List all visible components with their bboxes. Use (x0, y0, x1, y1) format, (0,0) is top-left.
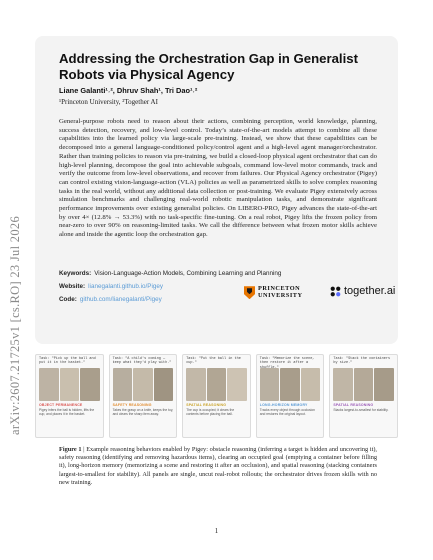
princeton-shield-icon (244, 286, 255, 299)
keywords-line (59, 270, 281, 277)
caption-sep: | (83, 446, 87, 453)
princeton-line2: UNIVERSITY (258, 291, 303, 299)
panel-frames (333, 368, 394, 401)
panel-tag: SPATIAL REASONING (333, 403, 374, 407)
keywords-label: Keywords: (59, 270, 92, 277)
rollout-frame (260, 368, 280, 401)
rollout-frame (154, 368, 174, 401)
panel-task: Task: "Memorize the scene, then restore it after a (259, 357, 315, 366)
panel-frames (39, 368, 100, 401)
paper-title: Addressing the Orchestration Gap in Generalist Robots via Physical Agency (59, 51, 358, 82)
author-list: Liane Galanti¹˒², Dhruv Shah¹, Tri Dao¹˒² (59, 86, 198, 95)
panel-task: Task: "A child's coming — keep what they'd play with." (112, 357, 172, 366)
arxiv-stamp-text: arXiv:2607.21725v1 [cs.RO] 23 Jul 2026 (8, 215, 23, 435)
panel-desc: Tracks every object through occlusion and restores the original layout. (259, 408, 315, 417)
princeton-logo (244, 286, 303, 300)
code-line (59, 296, 162, 303)
figure-panel (329, 354, 398, 438)
panel-task: Task: "Stack the containers by size." (333, 357, 391, 366)
code-label: Code: (59, 296, 77, 303)
panel-tag: LONG-HORIZON MEMORY (259, 403, 308, 407)
figure-panel (109, 354, 178, 438)
panel-tag: OBJECT PERMANENCE (39, 403, 83, 407)
affiliations: ¹Princeton University, ²Together AI (59, 98, 158, 106)
rollout-frame (227, 368, 247, 401)
code-link[interactable]: github.com/lianegalanti/Pigey (79, 296, 162, 303)
together-logo (330, 285, 395, 297)
princeton-wordmark (258, 286, 303, 300)
panel-task: Task: "Pick up the ball and put it in the basket." (39, 357, 96, 366)
figure-caption (59, 446, 377, 487)
panel-frames (260, 368, 321, 401)
caption-label: Figure 1 (59, 446, 82, 453)
panel-desc: Stacks largest-to-smallest for stability. (333, 408, 389, 412)
website-line (59, 283, 163, 290)
rollout-frame (133, 368, 153, 401)
rollout-frame (301, 368, 321, 401)
abstract: General-purpose robots need to reason about their actions, combining perception, world knowledge, planning, success detection, recovery, and low-level control. Today’s state-of-the-art models attempt to combine all these capabilities into the learned policy via large-scale pre-training. Instead, we show that these capabilities can be decomposed into a general language-conditioned policy/control agent and a high-level agent manager/orchestrator. Rather than training policies to reason via pre-training, we build a closed-loop physical agent orchestrator that can do high-level planning, decompose the goal into achievable subgoals, command low-level motor commands, track and verify the outcome from low-level observations, and recover from failures. Our Physical Agency orchestrator (Pigey) can control existing vision-language-action (VLA) policies as well as parametrized skills to solve complex reasoning tasks in the real world, without any additional data collection or post-training. We evaluate Pigey extensively across simulation benchmarks and challenging real-world robotic manipulation tasks, and demonstrate significant performance improvements over existing generalist policies. On LIBERO-PRO, Pigey advances the state-of-the-art by over 4× (12.8% → 53.3%) with no task-specific fine-tuning. On a real robot, Pigey lifts the frozen policy from near-zero to over 90% on reasoning-limited tasks. We call the difference between what frozen motor skills achieve alone and inside the agentic loop the orchestration gap. (59, 118, 377, 239)
rollout-frame (354, 368, 374, 401)
rollout-frame (39, 368, 59, 401)
rollout-frame (333, 368, 353, 401)
together-wordmark: together.ai (344, 285, 396, 297)
panel-desc: Takes the grasp on a knife, keeps the toy, and clears the sharp item away. (112, 408, 174, 417)
figure-panel (35, 354, 104, 438)
caption-text: Example reasoning behaviors enabled by Pigey: obstacle reasoning (inferring a target is hidden and uncovering it), safety reasoning (identifying and removing hazardous items), clearing an occupied goal (emptying a container before filling it), long-horizon memory (memorizing a scene and restoring it after an occlusion), and spatial reasoning (stacking containers largest-to-smallest for stability). All panels are single, uncut real-robot rollouts; the orchestrator drives frozen skills with no new training. (59, 446, 377, 486)
website-link[interactable]: lianegalanti.github.io/Pigey (88, 283, 164, 290)
panel-task: Task: "Put the ball in the cup." (186, 357, 241, 366)
rollout-frame (374, 368, 394, 401)
page-number: 1 (214, 527, 219, 535)
figure-panels (35, 354, 398, 438)
rollout-frame (80, 368, 100, 401)
panel-desc: The cup is occupied; it clears the contents before placing the ball. (186, 408, 235, 417)
panel-desc: Pigey infers the ball is hidden, lifts the cup, and places it in the basket. (39, 408, 95, 417)
panel-frames (186, 368, 247, 401)
rollout-frame (207, 368, 227, 401)
panel-frames (113, 368, 174, 401)
together-ai-icon (330, 286, 341, 297)
rollout-frame (60, 368, 80, 401)
figure-panel (256, 354, 325, 438)
arxiv-stamp (4, 180, 28, 470)
figure-panel (182, 354, 251, 438)
princeton-line1: PRINCETON (258, 285, 301, 292)
rollout-frame (186, 368, 206, 401)
keywords-text: Vision-Language-Action Models, Combining Learning and Planning (94, 270, 282, 277)
rollout-frame (113, 368, 133, 401)
panel-tag: SPATIAL REASONING (186, 403, 227, 407)
website-label: Website: (59, 283, 86, 290)
panel-tag: SAFETY REASONING (112, 403, 152, 407)
rollout-frame (280, 368, 300, 401)
